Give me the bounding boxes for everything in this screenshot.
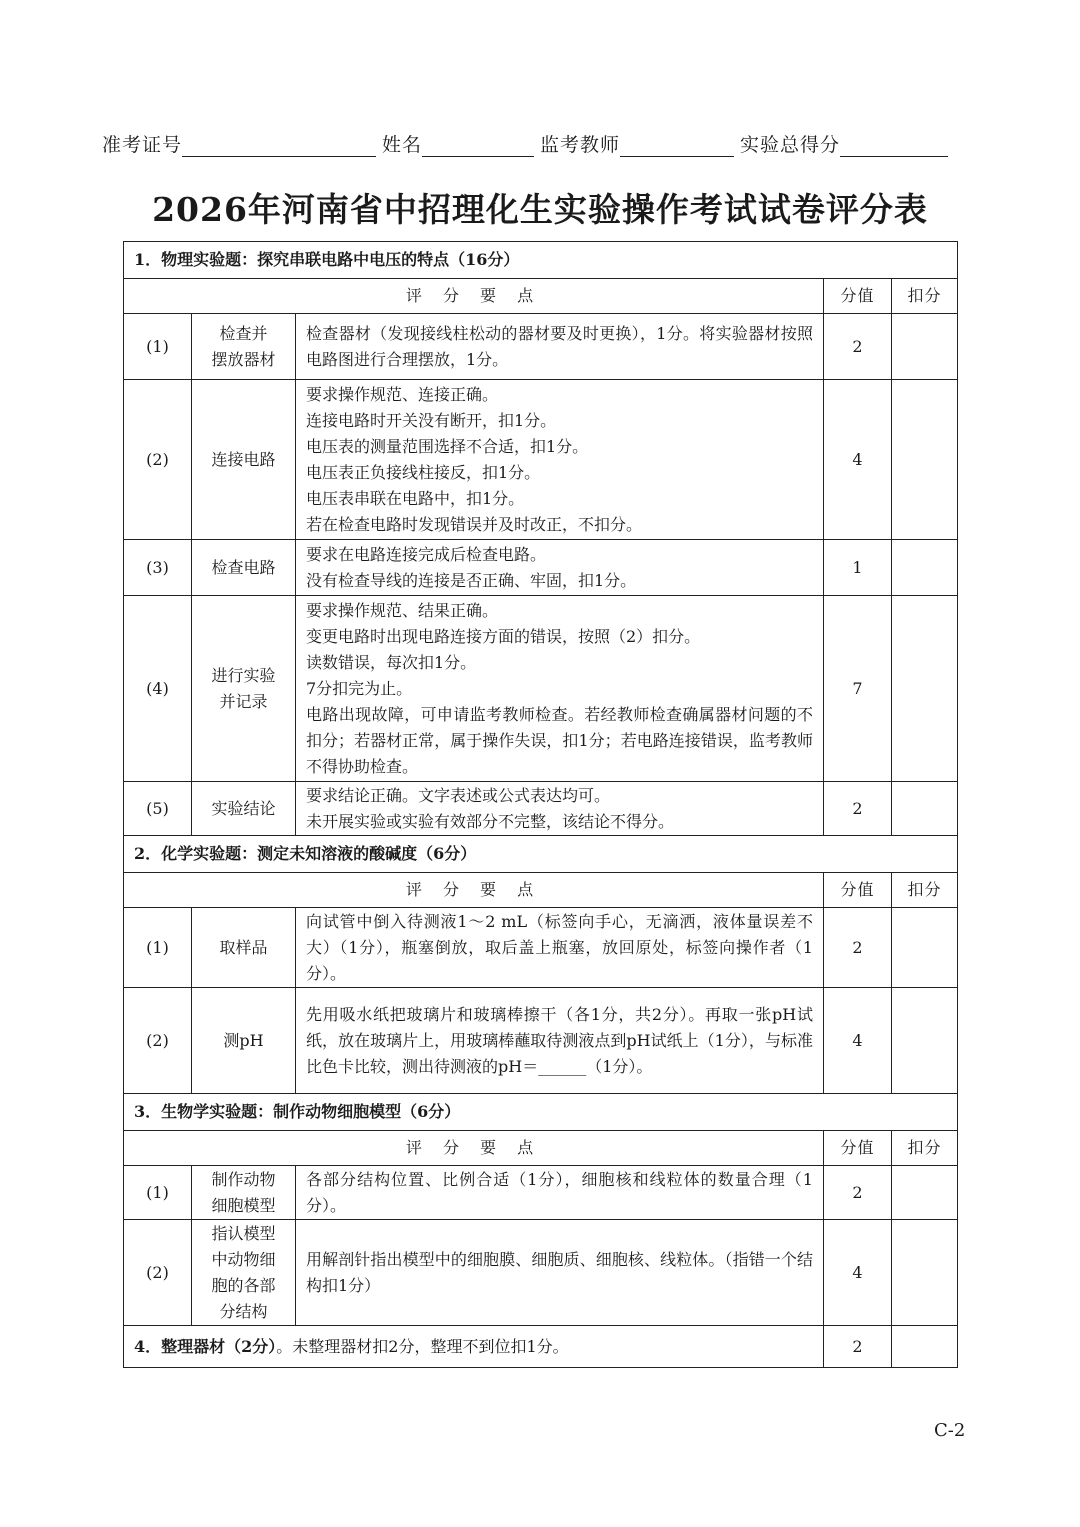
section-row bbox=[124, 242, 958, 279]
name-blank[interactable] bbox=[422, 134, 534, 157]
row-score: 2 bbox=[824, 782, 892, 836]
row-number: (1) bbox=[124, 908, 192, 988]
points-header: 评 分 要 点 bbox=[124, 1131, 824, 1166]
exam-id-blank[interactable] bbox=[182, 134, 376, 157]
row-deduct-cell[interactable] bbox=[892, 540, 958, 596]
row-score: 2 bbox=[824, 1166, 892, 1220]
row-score: 2 bbox=[824, 908, 892, 988]
row-deduct-cell[interactable] bbox=[892, 988, 958, 1094]
section-title: 1．物理实验题：探究串联电路中电压的特点（16分） bbox=[124, 242, 958, 279]
row-score: 4 bbox=[824, 380, 892, 540]
final-row-deduct-cell[interactable] bbox=[892, 1326, 958, 1368]
table-header-row bbox=[124, 1131, 958, 1166]
row-deduct-cell[interactable] bbox=[892, 314, 958, 380]
final-row-title: 4．整理器材（2分） bbox=[134, 1336, 277, 1356]
final-row-text bbox=[124, 1326, 824, 1368]
deduct-header: 扣分 bbox=[892, 873, 958, 908]
final-row-score: 2 bbox=[824, 1326, 892, 1368]
row-number: (5) bbox=[124, 782, 192, 836]
row-item: 进行实验 并记录 bbox=[192, 596, 296, 782]
row-item: 测pH bbox=[192, 988, 296, 1094]
row-item: 制作动物 细胞模型 bbox=[192, 1166, 296, 1220]
row-deduct-cell[interactable] bbox=[892, 596, 958, 782]
row-number: (2) bbox=[124, 380, 192, 540]
deduct-header: 扣分 bbox=[892, 279, 958, 314]
row-description: 用解剖针指出模型中的细胞膜、细胞质、细胞核、线粒体。（指错一个结构扣1分） bbox=[296, 1220, 824, 1326]
final-row bbox=[124, 1326, 958, 1368]
row-description: 要求操作规范、结果正确。 变更电路时出现电路连接方面的错误，按照（2）扣分。 读数错误，每次扣1分。 7分扣完为止。 电路出现故障，可申请监考教师检查。若经教师检查确属器材问题的不扣分；若器材正常，属于操作失误，扣1分；若电路连接错误，监考教师不得协助检查。 bbox=[296, 596, 824, 782]
table-row bbox=[124, 596, 958, 782]
table-row bbox=[124, 1220, 958, 1326]
section-row bbox=[124, 1094, 958, 1131]
points-header: 评 分 要 点 bbox=[124, 279, 824, 314]
row-description: 要求操作规范、连接正确。 连接电路时开关没有断开，扣1分。 电压表的测量范围选择不合适，扣1分。 电压表正负接线柱接反，扣1分。 电压表串联在电路中，扣1分。 若在检查电路时发现错误并及时改正，不扣分。 bbox=[296, 380, 824, 540]
score-header: 分值 bbox=[824, 279, 892, 314]
row-deduct-cell[interactable] bbox=[892, 782, 958, 836]
row-description: 要求在电路连接完成后检查电路。 没有检查导线的连接是否正确、牢固，扣1分。 bbox=[296, 540, 824, 596]
row-item: 指认模型 中动物细 胞的各部 分结构 bbox=[192, 1220, 296, 1326]
section-title: 3．生物学实验题：制作动物细胞模型（6分） bbox=[124, 1094, 958, 1131]
score-header: 分值 bbox=[824, 1131, 892, 1166]
deduct-header: 扣分 bbox=[892, 1131, 958, 1166]
row-score: 2 bbox=[824, 314, 892, 380]
scoring-table bbox=[123, 241, 958, 1368]
row-score: 1 bbox=[824, 540, 892, 596]
row-score: 4 bbox=[824, 1220, 892, 1326]
page-number: C-2 bbox=[934, 1420, 966, 1441]
proctor-blank[interactable] bbox=[620, 134, 734, 157]
row-number: (1) bbox=[124, 1166, 192, 1220]
section-title: 2．化学实验题：测定未知溶液的酸碱度（6分） bbox=[124, 836, 958, 873]
total-score-label: 实验总得分 bbox=[740, 134, 841, 156]
row-number: (3) bbox=[124, 540, 192, 596]
proctor-label: 监考教师 bbox=[540, 134, 621, 156]
table-row bbox=[124, 988, 958, 1094]
row-item: 检查并 摆放器材 bbox=[192, 314, 296, 380]
table-row bbox=[124, 782, 958, 836]
row-number: (2) bbox=[124, 1220, 192, 1326]
table-header-row bbox=[124, 873, 958, 908]
table-row bbox=[124, 1166, 958, 1220]
row-item: 连接电路 bbox=[192, 380, 296, 540]
exam-id-label: 准考证号 bbox=[102, 134, 183, 156]
name-label: 姓名 bbox=[382, 134, 423, 156]
total-score-blank[interactable] bbox=[840, 134, 948, 157]
row-description: 各部分结构位置、比例合适（1分），细胞核和线粒体的数量合理（1分）。 bbox=[296, 1166, 824, 1220]
header-fields bbox=[102, 130, 980, 157]
page-title: 2026年河南省中招理化生实验操作考试试卷评分表 bbox=[152, 190, 928, 229]
section-row bbox=[124, 836, 958, 873]
points-header: 评 分 要 点 bbox=[124, 873, 824, 908]
row-number: (2) bbox=[124, 988, 192, 1094]
row-description: 检查器材（发现接线柱松动的器材要及时更换），1分。将实验器材按照电路图进行合理摆放，1分。 bbox=[296, 314, 824, 380]
table-header-row bbox=[124, 279, 958, 314]
row-number: (1) bbox=[124, 314, 192, 380]
row-deduct-cell[interactable] bbox=[892, 1220, 958, 1326]
row-description: 向试管中倒入待测液1～2 mL（标签向手心，无滴洒，液体量误差不大）（1分），瓶塞倒放，取后盖上瓶塞，放回原处，标签向操作者（1分）。 bbox=[296, 908, 824, 988]
row-deduct-cell[interactable] bbox=[892, 908, 958, 988]
row-item: 检查电路 bbox=[192, 540, 296, 596]
row-description: 先用吸水纸把玻璃片和玻璃棒擦干（各1分，共2分）。再取一张pH试纸，放在玻璃片上，用玻璃棒蘸取待测液点到pH试纸上（1分），与标准比色卡比较，测出待测液的pH＝______（1分）。 bbox=[296, 988, 824, 1094]
table-row bbox=[124, 314, 958, 380]
row-item: 实验结论 bbox=[192, 782, 296, 836]
row-description: 要求结论正确。文字表述或公式表达均可。 未开展实验或实验有效部分不完整，该结论不得分。 bbox=[296, 782, 824, 836]
row-score: 7 bbox=[824, 596, 892, 782]
row-deduct-cell[interactable] bbox=[892, 1166, 958, 1220]
final-row-desc: 。未整理器材扣2分，整理不到位扣1分。 bbox=[276, 1336, 569, 1356]
table-row bbox=[124, 380, 958, 540]
table-row bbox=[124, 540, 958, 596]
row-item: 取样品 bbox=[192, 908, 296, 988]
row-number: (4) bbox=[124, 596, 192, 782]
row-score: 4 bbox=[824, 988, 892, 1094]
table-row bbox=[124, 908, 958, 988]
row-deduct-cell[interactable] bbox=[892, 380, 958, 540]
score-header: 分值 bbox=[824, 873, 892, 908]
